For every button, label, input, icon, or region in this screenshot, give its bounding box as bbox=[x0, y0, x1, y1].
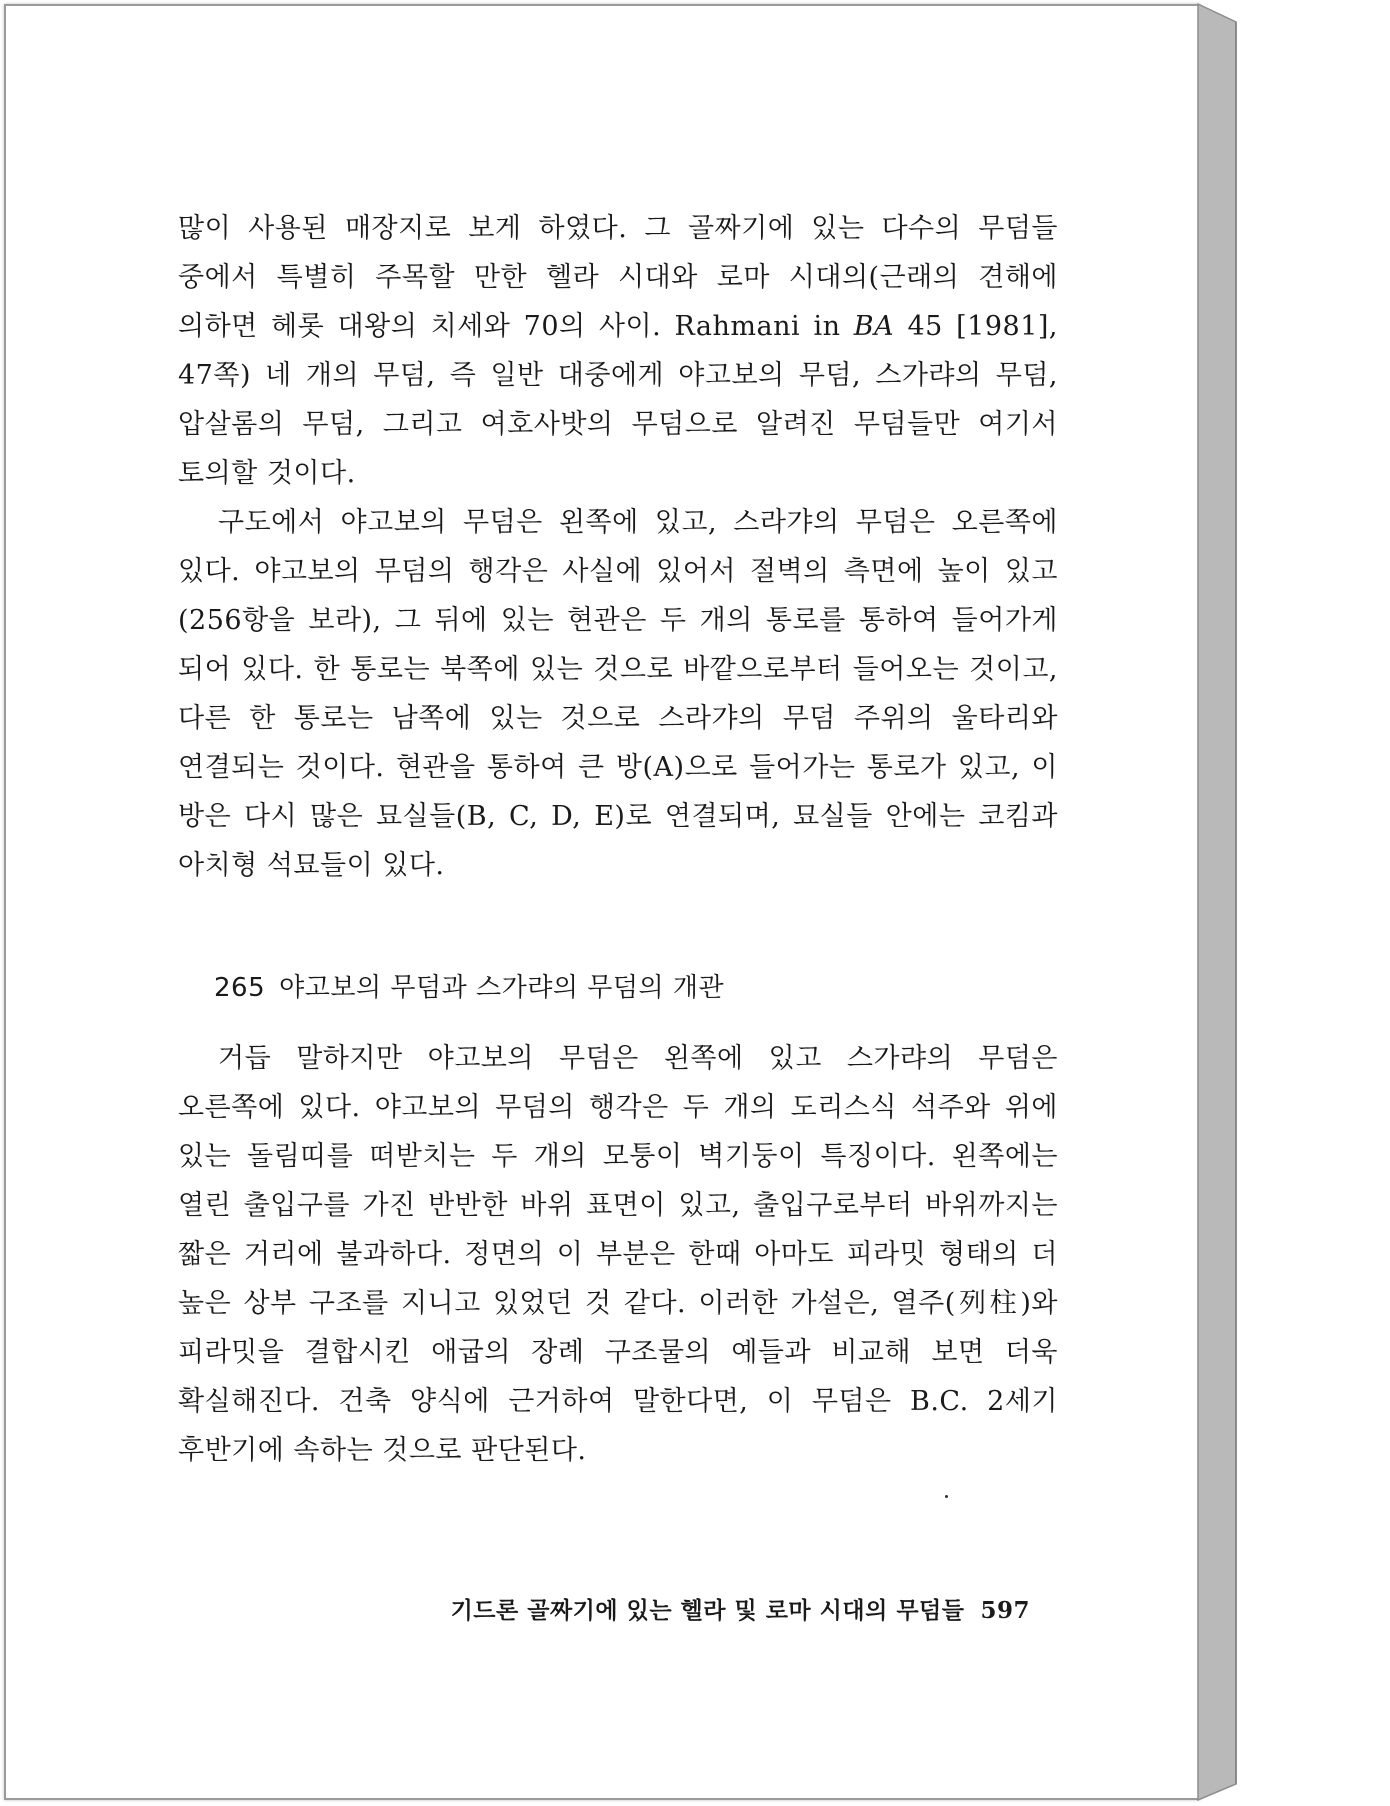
paragraph-1-text-b: 45 [1981], 47쪽) 네 개의 무덤, 즉 일반 대중에게 야고보의 무덤, 스가랴의 무덤, 압살롬의 무덤, 그리고 여호사밧의 무덤으로 알려진 무덤들만 여기서 토의할 것이다. bbox=[178, 311, 1058, 489]
paragraph-1 bbox=[178, 204, 1058, 498]
paragraph-1-text-a: 많이 사용된 매장지로 보게 하였다. 그 골짜기에 있는 다수의 무덤들 중에서 특별히 주목할 만한 헬라 시대와 로마 시대의(근래의 견해에 의하면 헤롯 대왕의 치세와 70의 사이. Rahmani in bbox=[178, 213, 1058, 342]
running-title: 기드론 골짜기에 있는 헬라 및 로마 시대의 무덤들 bbox=[450, 1598, 965, 1624]
page-footer bbox=[178, 1592, 1030, 1625]
section-heading bbox=[178, 968, 1058, 1008]
section-paragraph-1 bbox=[178, 1034, 1058, 1475]
paragraph-2 bbox=[178, 498, 1058, 890]
section-title: 야고보의 무덤과 스가랴의 무덤의 개관 bbox=[279, 973, 725, 1003]
page-body bbox=[178, 204, 1058, 1475]
paragraph-1-journal-abbrev: BA bbox=[853, 311, 895, 342]
print-speck bbox=[945, 1495, 948, 1498]
section-number: 265 bbox=[214, 973, 266, 1003]
section-paragraph-1-text: 거듭 말하지만 야고보의 무덤은 왼쪽에 있고 스가랴의 무덤은 오른쪽에 있다. 야고보의 무덤의 행각은 두 개의 도리스식 석주와 위에 있는 돌림띠를 떠받치는 두 개의 모퉁이 벽기둥이 특징이다. 왼쪽에는 열린 출입구를 가진 반반한 바위 표면이 있고, 출입구로부터 바위까지는 짧은 거리에 불과하다. 정면의 이 부분은 한때 아마도 피라밋 형태의 더 높은 상부 구조를 지니고 있었던 것 같다. 이러한 가설은, 열주(列柱)와 피라밋을 결합시킨 애굽의 장례 구조물의 예들과 비교해 보면 더욱 확실해진다. 건축 양식에 근거하여 말한다면, 이 무덤은 B.C. 2세기 후반기에 속하는 것으로 판단된다. bbox=[178, 1043, 1058, 1466]
book-page bbox=[4, 4, 1200, 1800]
page-number: 597 bbox=[980, 1597, 1030, 1624]
paragraph-2-text: 구도에서 야고보의 무덤은 왼쪽에 있고, 스라갸의 무덤은 오른쪽에 있다. 야고보의 무덤의 행각은 사실에 있어서 절벽의 측면에 높이 있고(256항을 보라), 그 뒤에 있는 현관은 두 개의 통로를 통하여 들어가게 되어 있다. 한 통로는 북쪽에 있는 것으로 바깥으로부터 들어오는 것이고, 다른 한 통로는 남쪽에 있는 것으로 스라갸의 무덤 주위의 울타리와 연결되는 것이다. 현관을 통하여 큰 방(A)으로 들어가는 통로가 있고, 이 방은 다시 많은 묘실들(B, C, D, E)로 연결되며, 묘실들 안에는 코킴과 아치형 석묘들이 있다. bbox=[178, 507, 1058, 881]
book-edge-shading bbox=[1198, 4, 1244, 1800]
